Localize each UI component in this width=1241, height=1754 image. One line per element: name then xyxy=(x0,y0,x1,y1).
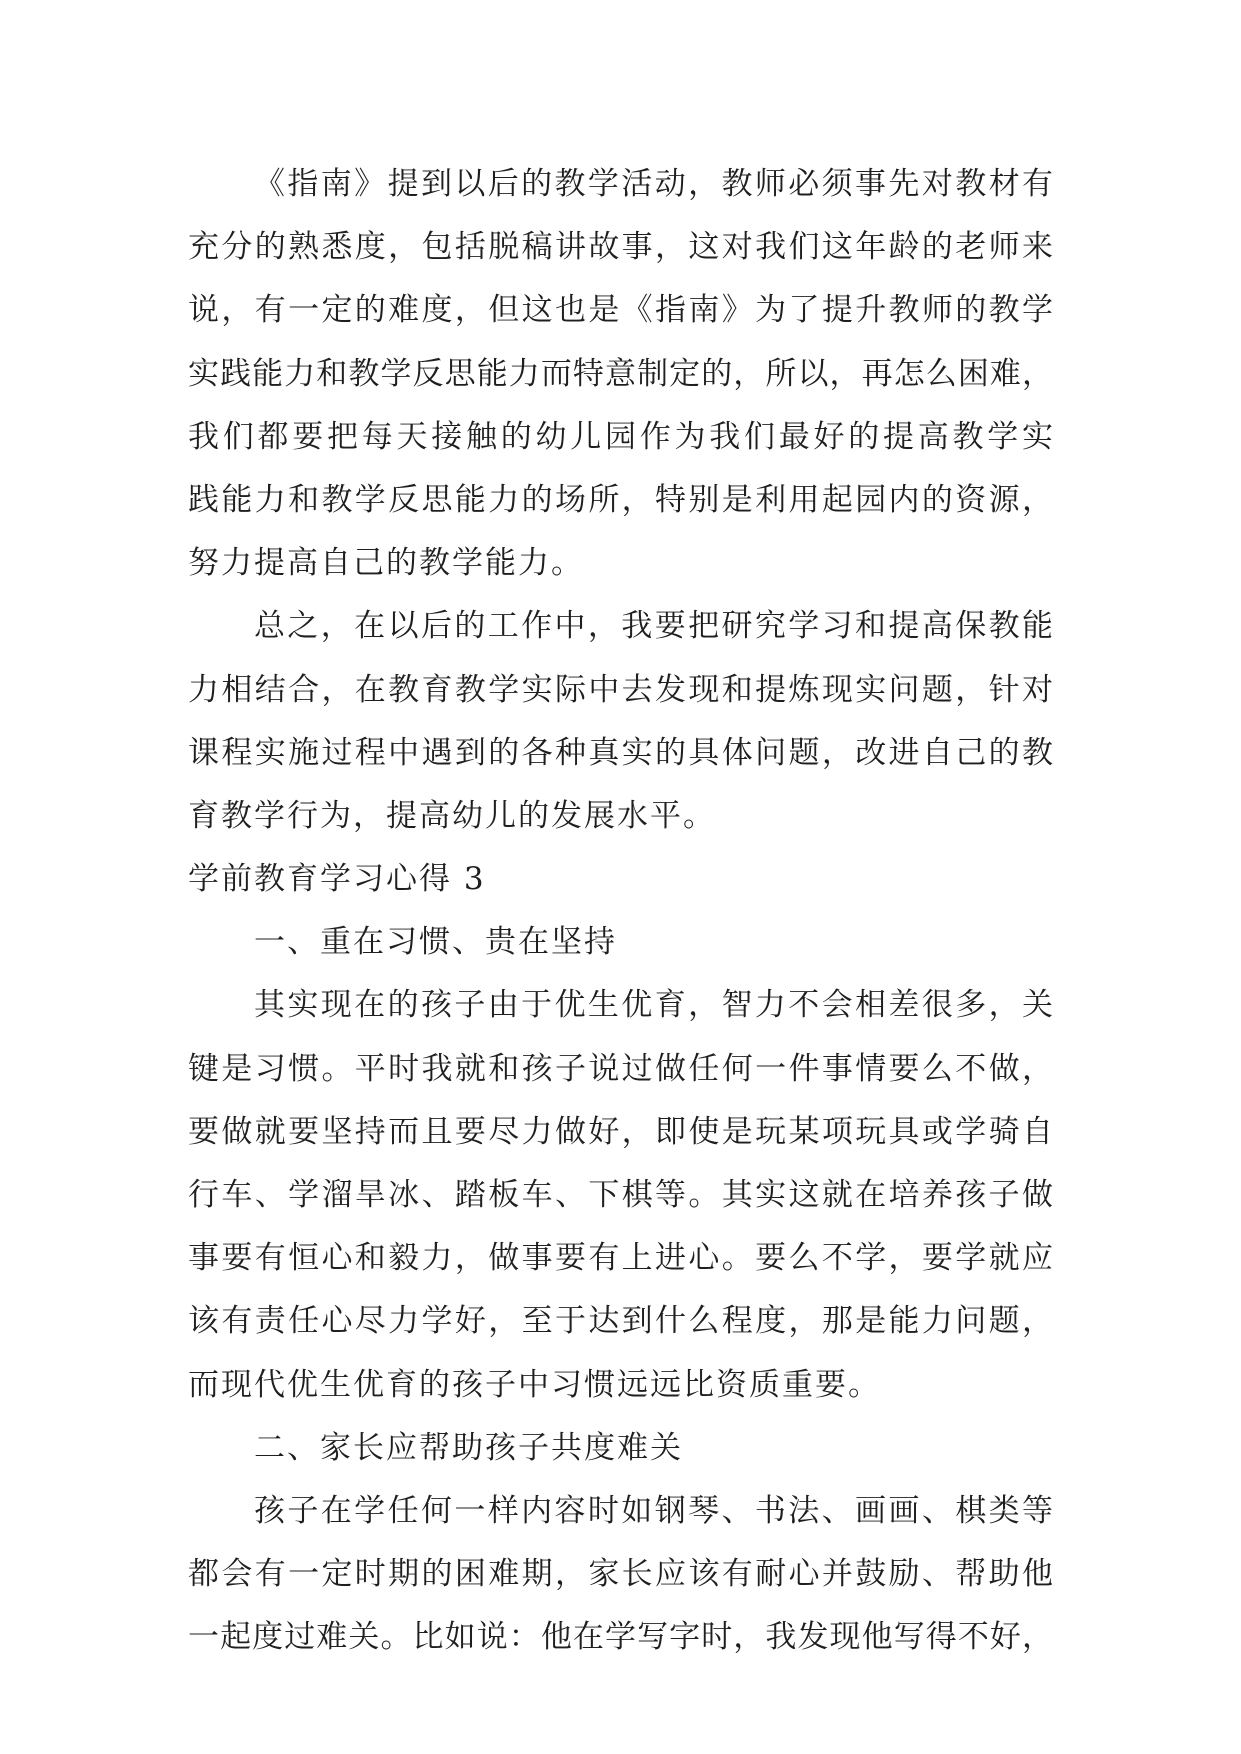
paragraph xyxy=(188,1480,1053,1670)
paragraph xyxy=(188,974,1053,1416)
paragraph-line: 努力提高自己的教学能力。 xyxy=(188,545,584,582)
subheading-text: 二、家长应帮助孩子共度难关 xyxy=(254,1429,683,1466)
paragraph-line: 都会有一定时期的困难期，家长应该有耐心并鼓励、帮助他 xyxy=(188,1556,1053,1593)
paragraph xyxy=(188,153,1053,595)
paragraph-line: 充分的熟悉度，包括脱稿讲故事，这对我们这年龄的老师来 xyxy=(188,229,1053,266)
section-heading-text: 学前教育学习心得 3 xyxy=(188,861,486,898)
paragraph-line: 力相结合，在教育教学实际中去发现和提炼现实问题，针对 xyxy=(188,671,1053,708)
paragraph-line: 总之，在以后的工作中，我要把研究学习和提高保教能 xyxy=(254,608,1053,645)
paragraph xyxy=(188,595,1053,848)
subheading xyxy=(188,911,1053,974)
section-heading xyxy=(188,848,1053,911)
subheading-text: 一、重在习惯、贵在坚持 xyxy=(254,924,617,961)
paragraph-line: 该有责任心尽力学好，至于达到什么程度，那是能力问题， xyxy=(188,1303,1053,1340)
paragraph-line: 行车、学溜旱冰、踏板车、下棋等。其实这就在培养孩子做 xyxy=(188,1177,1053,1213)
paragraph-line: 键是习惯。平时我就和孩子说过做任何一件事情要么不做， xyxy=(188,1050,1053,1087)
paragraph-line: 实践能力和教学反思能力而特意制定的，所以，再怎么困难， xyxy=(188,355,1053,392)
paragraph-line: 践能力和教学反思能力的场所，特别是利用起园内的资源， xyxy=(188,481,1053,518)
paragraph-line: 要做就要坚持而且要尽力做好，即使是玩某项玩具或学骑自 xyxy=(188,1113,1053,1150)
paragraph-line: 课程实施过程中遇到的各种真实的具体问题，改进自己的教 xyxy=(188,734,1053,771)
paragraph-line: 其实现在的孩子由于优生优育，智力不会相差很多，关 xyxy=(254,987,1053,1024)
paragraph-line: 一起度过难关。比如说：他在学写字时，我发现他写得不好， xyxy=(188,1619,1053,1656)
paragraph-line: 我们都要把每天接触的幼儿园作为我们最好的提高教学实 xyxy=(188,418,1053,455)
paragraph-line: 而现代优生优育的孩子中习惯远远比资质重要。 xyxy=(188,1366,881,1403)
paragraph-line: 事要有恒心和毅力，做事要有上进心。要么不学，要学就应 xyxy=(188,1240,1053,1277)
document-body xyxy=(188,153,1053,1670)
paragraph-line: 孩子在学任何一样内容时如钢琴、书法、画画、棋类等 xyxy=(254,1492,1053,1529)
paragraph-line: 《指南》提到以后的教学活动，教师必须事先对教材有 xyxy=(254,166,1053,202)
subheading xyxy=(188,1417,1053,1480)
paragraph-line: 育教学行为，提高幼儿的发展水平。 xyxy=(188,797,716,834)
paragraph-line: 说，有一定的难度，但这也是《指南》为了提升教师的教学 xyxy=(188,292,1053,329)
